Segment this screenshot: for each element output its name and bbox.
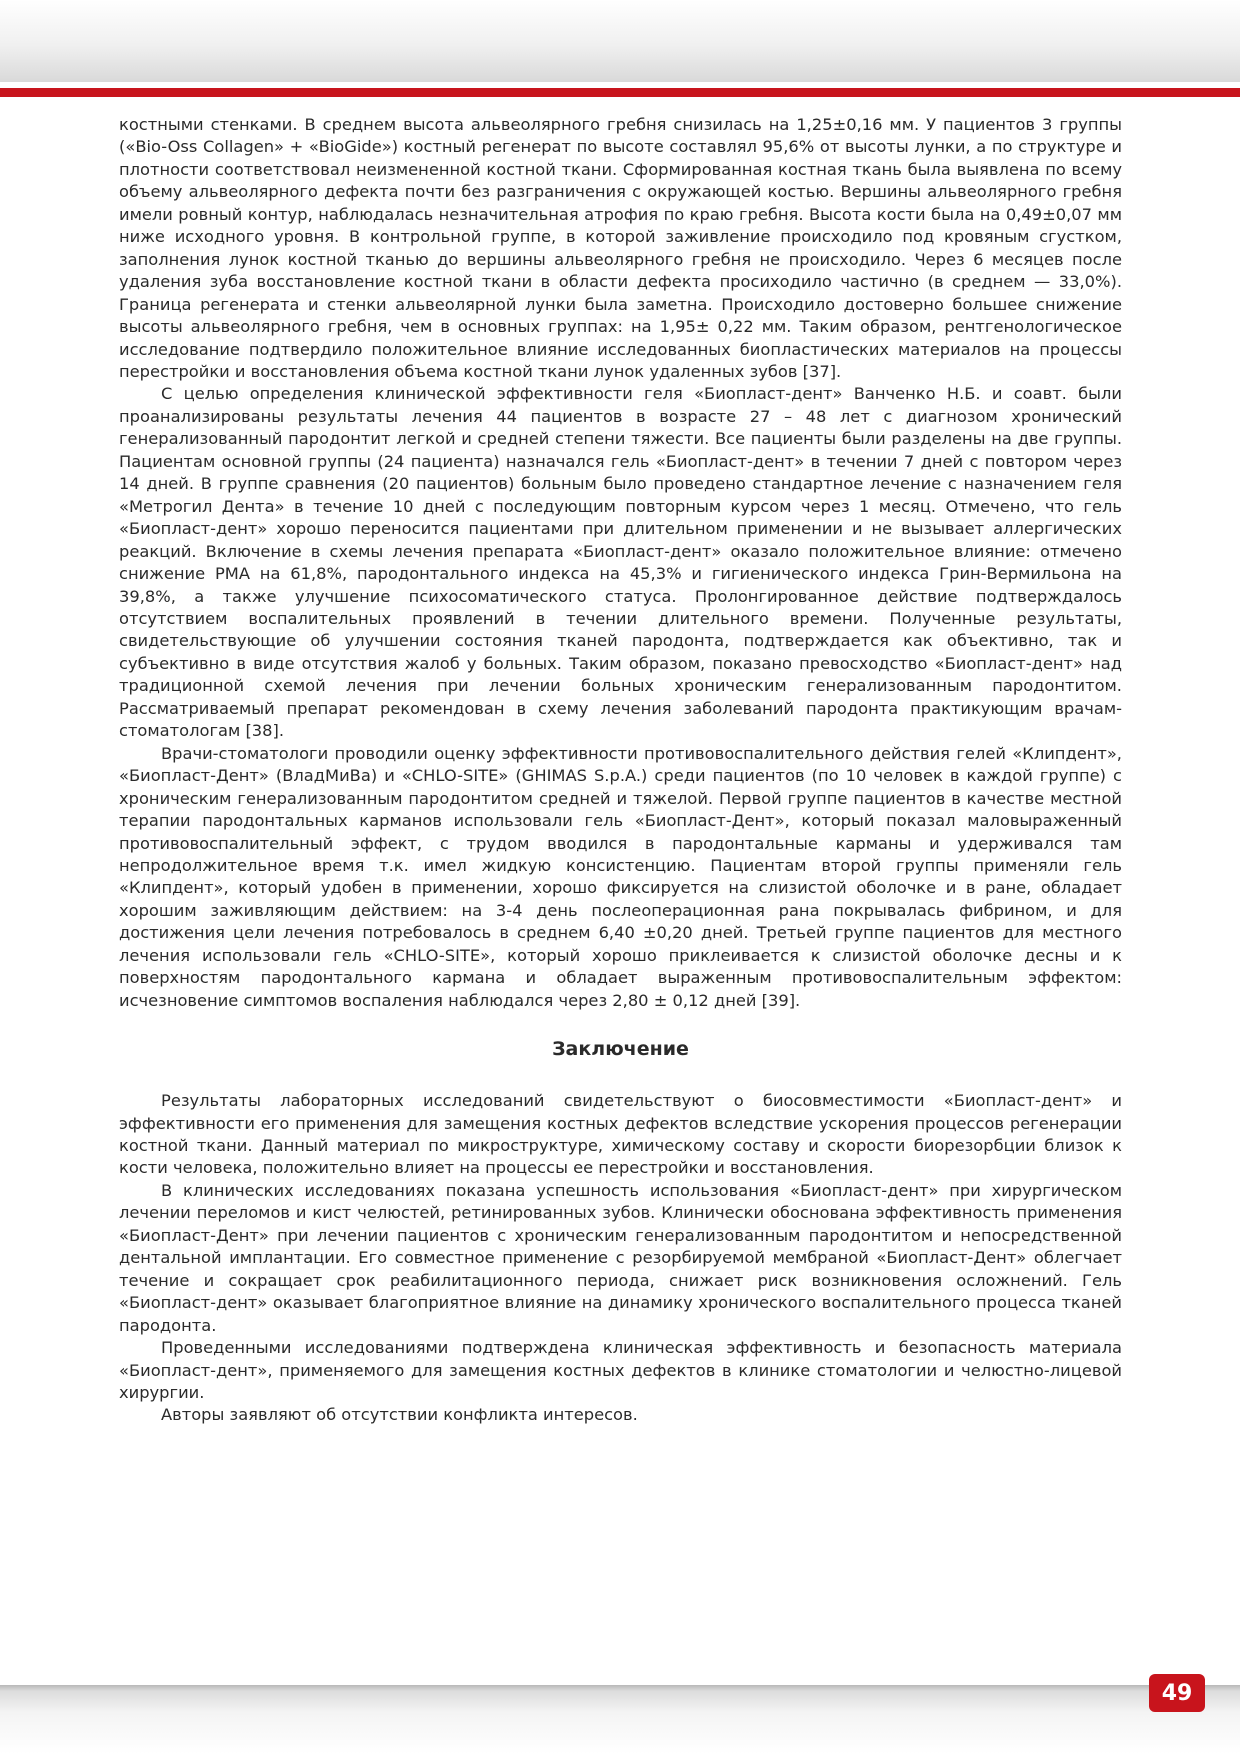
page-number-badge: 49 xyxy=(1149,1674,1205,1712)
conclusion-paragraph: Авторы заявляют об отсутствии конфликта интересов. xyxy=(161,1405,638,1425)
conclusion-paragraph: В клинических исследованиях показана успешность использования «Биопласт-дент» при хирургическом лечении переломов и кист челюстей, ретинированных зубов. Клинически обоснована эффективность применения «Биопласт-Дент» при лечении пациентов с хроническим генерализованным пародонтитом и непосредственной дентальной имплантации. Его совместное применение с резорбируемой мембраной «Биопласт-Дент» облегчает течение и сокращает срок реабилитационного периода, снижает риск возникновения осложнений. Гель «Биопласт-дент» оказывает благоприятное влияние на динамику хронического воспалительного процесса тканей пародонта. xyxy=(119,1180,1122,1335)
body-paragraph: Врачи-стоматологи проводили оценку эффективности противовоспалительного действия гелей «Клипдент», «Биопласт-Дент» (ВладМиВа) и «CHLO-SITE» (GHIMAS S.p.A.) среди пациентов (по 10 человек в каждой группе) с хроническим генерализованным пародонтитом средней и тяжелой. Первой группе пациентов в качестве местной терапии пародонтальных карманов использовали гель «Биопласт-Дент», который показал маловыраженный противовоспалительный эффект, с трудом вводился в пародонтальные карманы и удерживался там непродолжительное время т.к. имел жидкую консистенцию. Пациентам второй группы применяли гель «Клипдент», который удобен в применении, хорошо фиксируется на слизистой оболочке и в ране, обладает хорошим заживляющим действием: на 3-4 день послеоперационная рана покрывалась фибрином, и для достижения цели лечения потребовалось в среднем 6,40 ±0,20 дней. Третьей группе пациентов для местного лечения использовали гель «CHLO-SITE», который хорошо приклеивается к слизистой оболочке десны и к поверхностям пародонтального кармана и обладает выраженным противовоспалительным эффектом: исчезновение симптомов воспаления наблюдался через 2,80 ± 0,12 дней [39]. xyxy=(119,743,1122,1010)
conclusion-paragraph: Проведенными исследованиями подтверждена клиническая эффективность и безопасность материала «Биопласт-дент», применяемого для замещения костных дефектов в клинике стоматологии и челюстно-лицевой хирургии. xyxy=(119,1338,1122,1403)
article-body xyxy=(119,114,1122,1427)
body-paragraph: костными стенками. В среднем высота альвеолярного гребня снизилась на 1,25±0,16 мм. У пациентов 3 группы («Bio-Oss Collagen» + «BioGide») костный регенерат по высоте составлял 95,6% от высоты лунки, а по структуре и плотности соответствовал неизмененной костной ткани. Сформированная костная ткань была выявлена по всему объему альвеолярного дефекта почти без разграничения с окружающей костью. Вершины альвеолярного гребня имели ровный контур, наблюдалась незначительная атрофия по краю гребня. Высота кости была на 0,49±0,07 мм ниже исходного уровня. В контрольной группе, в которой заживление происходило под кровяным сгустком, заполнения лунок костной тканью до вершины альвеолярного гребня не происходило. Через 6 месяцев после удаления зуба восстановление костной ткани в области дефекта просиходило частично (в среднем — 33,0%). Граница регенерата и стенки альвеолярной лунки была заметна. Происходило достоверно большее снижение высоты альвеолярного гребня, чем в основных группах: на 1,95± 0,22 мм. Таким образом, рентгенологическое исследование подтвердило положительное влияние исследованных биопластических материалов на процессы перестройки и восстановления объема костной ткани лунок удаленных зубов [37]. xyxy=(119,115,1122,381)
section-spacer xyxy=(119,1060,1122,1090)
body-paragraph: С целью определения клинической эффективности геля «Биопласт-дент» Ванченко Н.Б. и соавт. были проанализированы результаты лечения 44 пациентов в возрасте 27 – 48 лет с диагнозом хронический генерализованный пародонтит легкой и средней степени тяжести. Все пациенты были разделены на две группы. Пациентам основной группы (24 пациента) назначался гель «Биопласт-дент» в течении 7 дней с повтором через 14 дней. В группе сравнения (20 пациентов) больным было проведено стандартное лечение с назначением геля «Метрогил Дента» в течение 10 дней с последующим повторным курсом через 1 месяц. Отмечено, что гель «Биопласт-дент» хорошо переносится пациентами при длительном применении и не вызывает аллергических реакций. Включение в схемы лечения препарата «Биопласт-дент» оказало положительное влияние: отмечено снижение PMA на 61,8%, пародонтального индекса на 45,3% и гигиенического индекса Грин-Вермильона на 39,8%, а также улучшение психосоматического статуса. Пролонгированное действие подтверждалось отсутствием воспалительных проявлений в течении длительного времени. Полученные результаты, свидетельствующие об улучшении состояния тканей пародонта, подтверждается как объективно, так и субъективно в виде отсутствия жалоб у больных. Таким образом, показано превосходство «Биопласт-дент» над традиционной схемой лечения при лечении больных хроническим генерализованным пародонтитом. Рассматриваемый препарат рекомендован в схему лечения заболеваний пародонта практикующим врачам-стоматологам [38]. xyxy=(119,384,1122,741)
section-title-conclusion: Заключение xyxy=(552,1038,689,1061)
page-header-band xyxy=(0,0,1240,82)
header-accent-rule xyxy=(0,88,1240,97)
page-footer-band xyxy=(0,1685,1240,1754)
conclusion-paragraph: Результаты лабораторных исследований свидетельствуют о биосовместимости «Биопласт-дент» и эффективности его применения для замещения костных дефектов вследствие ускорения процессов регенерации костной ткани. Данный материал по микроструктуре, химическому составу и скорости биорезорбции близок к кости человека, положительно влияет на процессы ее перестройки и восстановления. xyxy=(119,1091,1122,1178)
section-spacer xyxy=(119,1012,1122,1038)
